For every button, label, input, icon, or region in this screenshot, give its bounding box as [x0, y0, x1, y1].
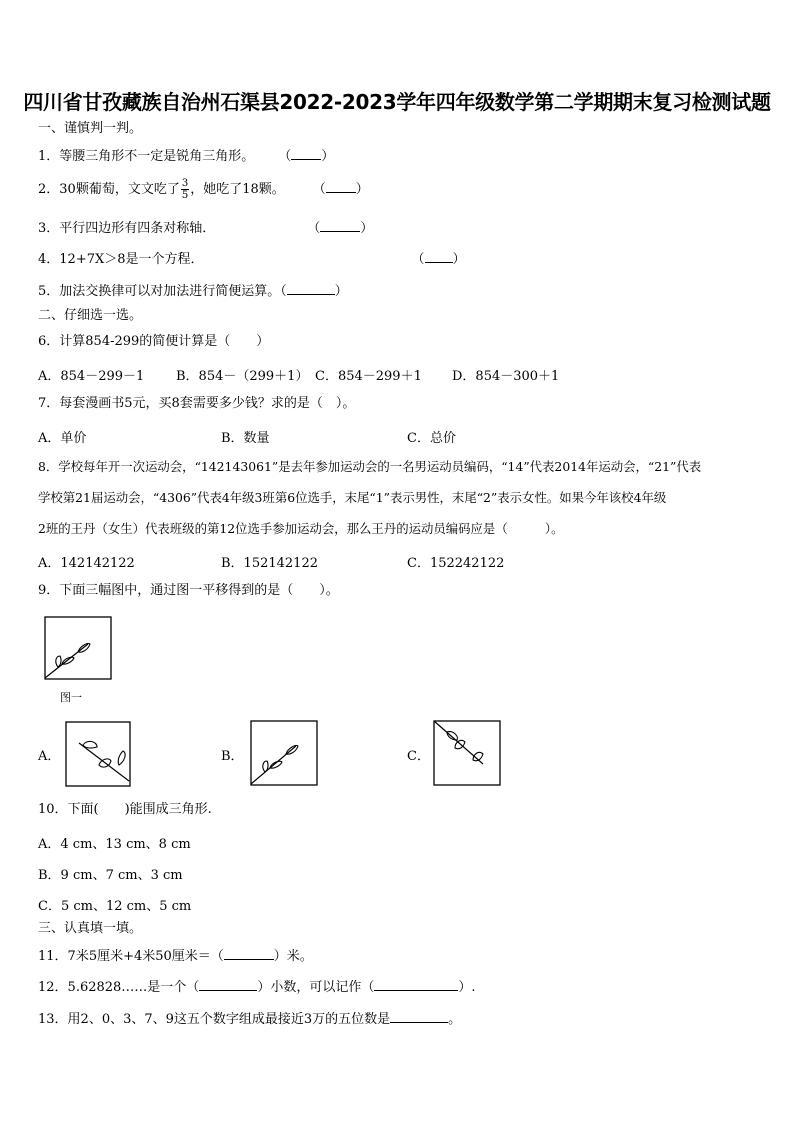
paren-close: ）: [360, 221, 374, 236]
q9-option-c[interactable]: C．: [407, 749, 430, 764]
question-7: 7．每套漫画书5元，买8套需要多少钱？求的是（ ）。: [38, 396, 356, 411]
paren-open: （: [411, 252, 425, 267]
question-12-text-end: ）.: [458, 980, 476, 995]
q6-option-d[interactable]: D．854－300＋1: [452, 369, 560, 384]
leaf-branch-option-a: [65, 721, 131, 787]
question-11: [38, 947, 313, 965]
question-3-text: 3．平行四边形有四条对称轴．: [38, 221, 216, 236]
question-11-text: 11．7米5厘米+4米50厘米＝（: [38, 949, 224, 964]
paren-close: ）: [355, 182, 369, 197]
q9-option-b[interactable]: B．: [221, 749, 244, 764]
q10-option-c[interactable]: C．5 cm、12 cm、5 cm: [38, 899, 192, 914]
paren-open: （: [312, 182, 326, 197]
q7-option-c[interactable]: C．总价: [407, 431, 456, 446]
q8-option-a[interactable]: A．142142122: [38, 556, 135, 571]
question-13-text: 13．用2、0、3、7、9这五个数字组成最接近3万的五位数是: [38, 1012, 391, 1027]
question-4: [38, 250, 466, 268]
fraction-numerator: 3: [181, 178, 189, 189]
q10-option-b[interactable]: B．9 cm、7 cm、3 cm: [38, 868, 183, 883]
leaf-branch-figure-one: [44, 616, 112, 680]
q9-option-b-figure[interactable]: [250, 720, 318, 786]
q10-option-a[interactable]: A．4 cm、13 cm、8 cm: [38, 837, 191, 852]
answer-blank-5[interactable]: [287, 282, 335, 295]
q7-option-a[interactable]: A．单价: [38, 431, 87, 446]
question-8-line-2: 学校第21届运动会，“4306”代表4年级3班第6位选手，末尾“1”表示男性，末尾“2”表示女性。如果今年该校4年级: [38, 490, 667, 505]
leaf-branch-option-b: [250, 720, 318, 786]
q8-option-c[interactable]: C．152242122: [407, 556, 505, 571]
question-9: 9．下面三幅图中，通过图一平移得到的是（ ）。: [38, 583, 339, 598]
answer-blank-3[interactable]: [320, 219, 360, 232]
paren-open: （: [278, 149, 292, 164]
section-heading-judge: 一、谨慎判一判。: [38, 121, 143, 136]
q6-option-a[interactable]: A．854－299－1: [38, 369, 145, 384]
question-13-text-end: 。: [448, 1012, 462, 1027]
paren-open: （: [307, 221, 321, 236]
page-title: 四川省甘孜藏族自治州石渠县2022-2023学年四年级数学第二学期期末复习检测试题: [23, 90, 771, 114]
q6-option-c[interactable]: C．854－299＋1: [315, 369, 422, 384]
question-8-line-1: 8．学校每年开一次运动会，“142143061”是去年参加运动会的一名男运动员编码，“14”代表2014年运动会，“21”代表: [38, 459, 702, 474]
fraction: [181, 178, 189, 201]
question-1-text: 1．等腰三角形不一定是锐角三角形。: [38, 149, 255, 164]
answer-blank-12b[interactable]: [374, 978, 458, 991]
question-5: [38, 282, 348, 300]
question-3: [38, 219, 373, 237]
answer-blank-2[interactable]: [326, 180, 356, 193]
question-6: 6．计算854-299的简便计算是（ ）: [38, 334, 270, 349]
answer-blank-11[interactable]: [224, 947, 274, 960]
answer-blank-13[interactable]: [390, 1010, 448, 1023]
question-4-text: 4．12+7X＞8是一个方程．: [38, 252, 204, 267]
question-12: [38, 978, 475, 996]
question-5-text: 5．加法交换律可以对加法进行简便运算。（: [38, 284, 287, 299]
section-heading-fill: 三、认真填一填。: [38, 921, 143, 936]
leaf-branch-option-c: [433, 720, 501, 786]
q7-option-b[interactable]: B．数量: [221, 431, 270, 446]
question-12-text: 12．5.62828……是一个（: [38, 980, 200, 995]
figure-one: [44, 616, 112, 680]
fraction-denominator: 5: [181, 190, 189, 201]
q8-option-b[interactable]: B．152142122: [221, 556, 318, 571]
paren-close: ）: [452, 252, 466, 267]
q9-option-a[interactable]: A．: [38, 749, 61, 764]
q6-option-b[interactable]: B．854－（299＋1）: [176, 369, 309, 384]
answer-blank-1[interactable]: [291, 147, 321, 160]
question-11-text-end: ）米。: [273, 949, 313, 964]
question-2-text: 2．30颗葡萄，文文吃了: [38, 182, 180, 197]
answer-blank-4[interactable]: [425, 250, 453, 263]
q9-option-c-figure[interactable]: [433, 720, 501, 786]
section-heading-choose: 二、仔细选一选。: [38, 308, 143, 323]
question-2: [38, 178, 369, 201]
question-13: [38, 1010, 461, 1028]
question-12-text-mid: ）小数，可以记作（: [257, 980, 375, 995]
figure-one-caption: 图一: [60, 691, 82, 704]
question-1: [38, 147, 334, 165]
answer-blank-12a[interactable]: [199, 978, 257, 991]
q9-option-a-figure[interactable]: [65, 721, 131, 787]
question-10: 10．下面( )能围成三角形.: [38, 802, 212, 817]
paren-close: ）: [334, 284, 348, 299]
question-2-text-end: ，她吃了18颗。: [190, 182, 285, 197]
question-8-line-3: 2班的王丹（女生）代表班级的第12位选手参加运动会，那么王丹的运动员编码应是（ ）。: [38, 521, 564, 536]
paren-close: ）: [321, 149, 335, 164]
